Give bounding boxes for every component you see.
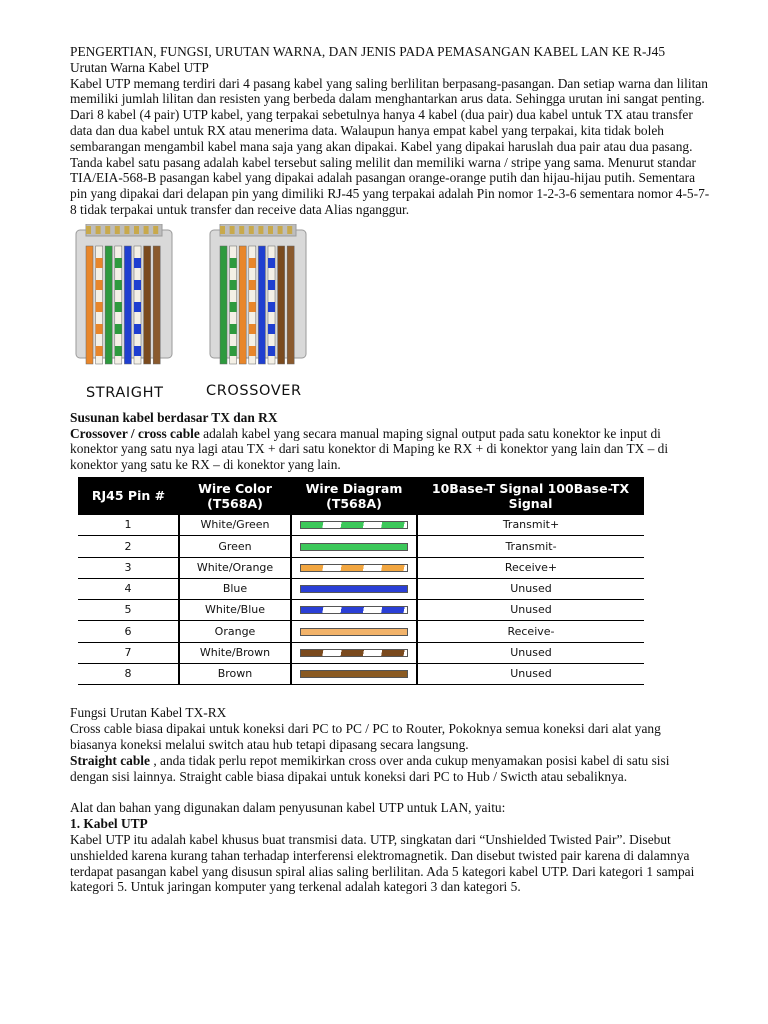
- straight-wire: [86, 246, 93, 364]
- crossover-wire-stripe: [268, 324, 275, 334]
- crossover-wire-stripe: [230, 346, 237, 356]
- crossover-wire-stripe: [249, 324, 256, 334]
- straight-text: , anda tidak perlu repot memikirkan cross over anda cukup menyamakan posisi kabel di satu sisi dengan sisi lainnya. Straight cable biasa dipakai untuk koneksi dari PC to Hub / Swicth atau sebaliknya.: [70, 752, 670, 784]
- wire-diagram-cell: [291, 664, 417, 685]
- header-signal: 10Base-T Signal 100Base-TX Signal: [417, 477, 644, 515]
- crossover-wire: [258, 246, 265, 364]
- straight-pin-contact: [153, 226, 158, 234]
- table-row: [78, 536, 644, 557]
- straight-pin-contact: [115, 226, 120, 234]
- straight-wire: [153, 246, 160, 364]
- signal-cell: Transmit-: [417, 536, 644, 557]
- crossover-wire: [287, 246, 294, 364]
- section1-heading: Urutan Warna Kabel UTP: [70, 59, 209, 75]
- crossover-wire: [220, 246, 227, 364]
- header-pin: RJ45 Pin #: [78, 477, 179, 515]
- crossover-wire-stripe: [230, 302, 237, 312]
- crossover-pin-contact: [268, 226, 273, 234]
- table-row: [78, 621, 644, 642]
- signal-cell: Transmit+: [417, 515, 644, 536]
- crossover-pin-contact: [287, 226, 292, 234]
- wire-color-cell: White/Orange: [179, 557, 291, 578]
- crossover-wire-stripe: [249, 346, 256, 356]
- document-page: [70, 44, 710, 895]
- wire-color-cell: Orange: [179, 621, 291, 642]
- crossover-pin-contact: [230, 226, 235, 234]
- pin-cell: 7: [78, 642, 179, 663]
- crossover-wire: [278, 246, 285, 364]
- signal-cell: Unused: [417, 664, 644, 685]
- crossover-wire-stripe: [249, 302, 256, 312]
- straight-pin-contact: [134, 226, 139, 234]
- wire-diagram-cell: [291, 536, 417, 557]
- wire-color-cell: White/Blue: [179, 600, 291, 621]
- crossover-term: Crossover / cross cable: [70, 425, 200, 441]
- item1-text: Kabel UTP itu adalah kabel khusus buat transmisi data. UTP, singkatan dari “Unshielded Twisted Pair”. Disebut unshielded karena kurang tahan terhadap interferensi elektromagnetik. Dan disebut twisted pair karena di dalamnya terdapat pasangan kabel yang disusun spiral alias saling berlilitan. Ada 5 kategori kabel UTP. Dari kategori 1 sampai kategori 5. Untuk jaringan komputer yang terkenal adalah kategori 3 dan kategori 5.: [70, 831, 695, 895]
- wire-swatch: [300, 649, 408, 657]
- table-row: [78, 578, 644, 599]
- straight-wire: [105, 246, 112, 364]
- straight-wire-stripe: [115, 302, 122, 312]
- straight-wire-stripe: [115, 346, 122, 356]
- wire-color-cell: Blue: [179, 578, 291, 599]
- wire-swatch: [300, 564, 408, 572]
- wire-diagram-cell: [291, 621, 417, 642]
- crossover-wire-stripe: [268, 346, 275, 356]
- crossover-wire-stripe: [249, 258, 256, 268]
- crossover-wire-stripe: [268, 280, 275, 290]
- straight-wire-stripe: [134, 346, 141, 356]
- straight-term: Straight cable: [70, 752, 150, 768]
- section3-heading: Fungsi Urutan Kabel TX-RX: [70, 705, 227, 721]
- section1-paragraph-2: Dari 8 kabel (4 pair) UTP kabel, yang terpakai sebetulnya hanya 4 kabel (dua pair) dua kabel untuk TX atau transfer data dan dua kabel untuk RX atau menerima data. Walaupun hanya empat kabel yang terpakai, kita tidak boleh sembarangan mengambil kabel mana saja yang akan dipakai. Kabel yang dipakai haruslah dua pair atau dua pasang. Tanda kabel satu pasang adalah kabel tersebut saling melilit dan memiliki warna / stripe yang sama. Menurut standar TIA/EIA-568-B pasangan kabel yang dipakai adalah pasangan orange-orange putih dan hijau-hijau putih. Sementara pin yang dipakai dari delapan pin yang dimiliki RJ-45 yang terpakai adalah Pin nomor 1-2-3-6 sementara nomor 4-5-7-8 tidak terpakai untuk transfer dan receive data Alias nganggur.: [70, 107, 710, 217]
- straight-pin-contact: [105, 226, 110, 234]
- rj45-connector-figure: [70, 222, 710, 408]
- rj45-connectors-image: [70, 224, 330, 384]
- straight-paragraph: [70, 753, 710, 785]
- crossover-wire: [239, 246, 246, 364]
- wire-swatch: [300, 521, 408, 529]
- signal-cell: Unused: [417, 578, 644, 599]
- wire-color-cell: White/Green: [179, 515, 291, 536]
- document-title: PENGERTIAN, FUNGSI, URUTAN WARNA, DAN JENIS PADA PEMASANGAN KABEL LAN KE R-J45: [70, 44, 666, 59]
- pin-cell: 5: [78, 600, 179, 621]
- section1-paragraph-1: Kabel UTP memang terdiri dari 4 pasang kabel yang saling berlilitan berpasang-pasangan. Dan setiap warna dan lilitan memiliki jumlah lilitan dan resisten yang berbeda dalam menghantarkan arus data. Sehingga urutan ini sangat penting.: [70, 75, 708, 107]
- straight-wire-stripe: [134, 324, 141, 334]
- signal-cell: Receive+: [417, 557, 644, 578]
- crossover-pin-contact: [249, 226, 254, 234]
- wire-color-cell: Green: [179, 536, 291, 557]
- straight-wire: [144, 246, 151, 364]
- crossover-label: CROSSOVER: [206, 382, 302, 399]
- table-row: [78, 664, 644, 685]
- crossover-wire-stripe: [268, 258, 275, 268]
- straight-wire-stripe: [115, 280, 122, 290]
- crossover-wire-stripe: [249, 280, 256, 290]
- signal-cell: Unused: [417, 642, 644, 663]
- materials-intro: Alat dan bahan yang digunakan dalam penyusunan kabel UTP untuk LAN, yaitu:: [70, 800, 506, 816]
- straight-pin-contact: [86, 226, 91, 234]
- crossover-pin-contact: [258, 226, 263, 234]
- crossover-text: adalah kabel yang secara manual maping signal output pada satu konektor ke input di konektor yang satu nya lagi atau TX + dari satu konektor di Maping ke RX + di konektor yang lain dan TX – di konektor yang satu ke RX – di konektor yang lain.: [70, 425, 669, 473]
- straight-wire-stripe: [96, 302, 103, 312]
- straight-wire-stripe: [115, 324, 122, 334]
- straight-pin-contact: [144, 226, 149, 234]
- straight-pin-contact: [96, 226, 101, 234]
- straight-wire-stripe: [134, 302, 141, 312]
- wire-diagram-cell: [291, 642, 417, 663]
- wire-color-cell: White/Brown: [179, 642, 291, 663]
- straight-wire-stripe: [134, 258, 141, 268]
- wire-swatch: [300, 628, 408, 636]
- pin-cell: 1: [78, 515, 179, 536]
- signal-cell: Unused: [417, 600, 644, 621]
- wire-diagram-cell: [291, 515, 417, 536]
- item1-heading: 1. Kabel UTP: [70, 816, 148, 832]
- wire-swatch: [300, 585, 408, 593]
- spacer: [70, 784, 710, 800]
- crossover-wire-stripe: [268, 302, 275, 312]
- header-wire-diagram: Wire Diagram (T568A): [291, 477, 417, 515]
- t568a-table: [78, 477, 644, 685]
- table-row: [78, 600, 644, 621]
- straight-wire-stripe: [96, 258, 103, 268]
- wire-diagram-cell: [291, 578, 417, 599]
- table-row: [78, 557, 644, 578]
- crossover-pin-contact: [278, 226, 283, 234]
- pin-cell: 3: [78, 557, 179, 578]
- pin-cell: 8: [78, 664, 179, 685]
- straight-wire-stripe: [115, 258, 122, 268]
- straight-wire-stripe: [134, 280, 141, 290]
- straight-pin-contact: [124, 226, 129, 234]
- crossover-paragraph: [70, 426, 710, 473]
- table-row: [78, 642, 644, 663]
- section2-heading: Susunan kabel berdasar TX dan RX: [70, 409, 278, 425]
- table-row: [78, 515, 644, 536]
- straight-label: STRAIGHT: [86, 384, 164, 401]
- table-header-row: [78, 477, 644, 515]
- crossover-wire-stripe: [230, 258, 237, 268]
- wire-diagram-cell: [291, 557, 417, 578]
- crossover-pin-contact: [239, 226, 244, 234]
- wire-swatch: [300, 543, 408, 551]
- section3-paragraph-1: Cross cable biasa dipakai untuk koneksi dari PC to PC / PC to Router, Pokoknya semua koneksi dari alat yang biasanya koneksi melalui switch atau hub tetapi dipasang secara langsung.: [70, 721, 661, 752]
- wire-swatch: [300, 606, 408, 614]
- pin-cell: 4: [78, 578, 179, 599]
- straight-wire-stripe: [96, 280, 103, 290]
- crossover-pin-contact: [220, 226, 225, 234]
- table-body: [78, 515, 644, 685]
- straight-wire-stripe: [96, 346, 103, 356]
- wire-swatch: [300, 670, 408, 678]
- signal-cell: Receive-: [417, 621, 644, 642]
- wire-diagram-cell: [291, 600, 417, 621]
- crossover-wire-stripe: [230, 280, 237, 290]
- pin-cell: 6: [78, 621, 179, 642]
- straight-wire: [124, 246, 131, 364]
- pin-cell: 2: [78, 536, 179, 557]
- t568a-table-container: [78, 477, 644, 685]
- header-wire-color: Wire Color (T568A): [179, 477, 291, 515]
- straight-wire-stripe: [96, 324, 103, 334]
- crossover-wire-stripe: [230, 324, 237, 334]
- wire-color-cell: Brown: [179, 664, 291, 685]
